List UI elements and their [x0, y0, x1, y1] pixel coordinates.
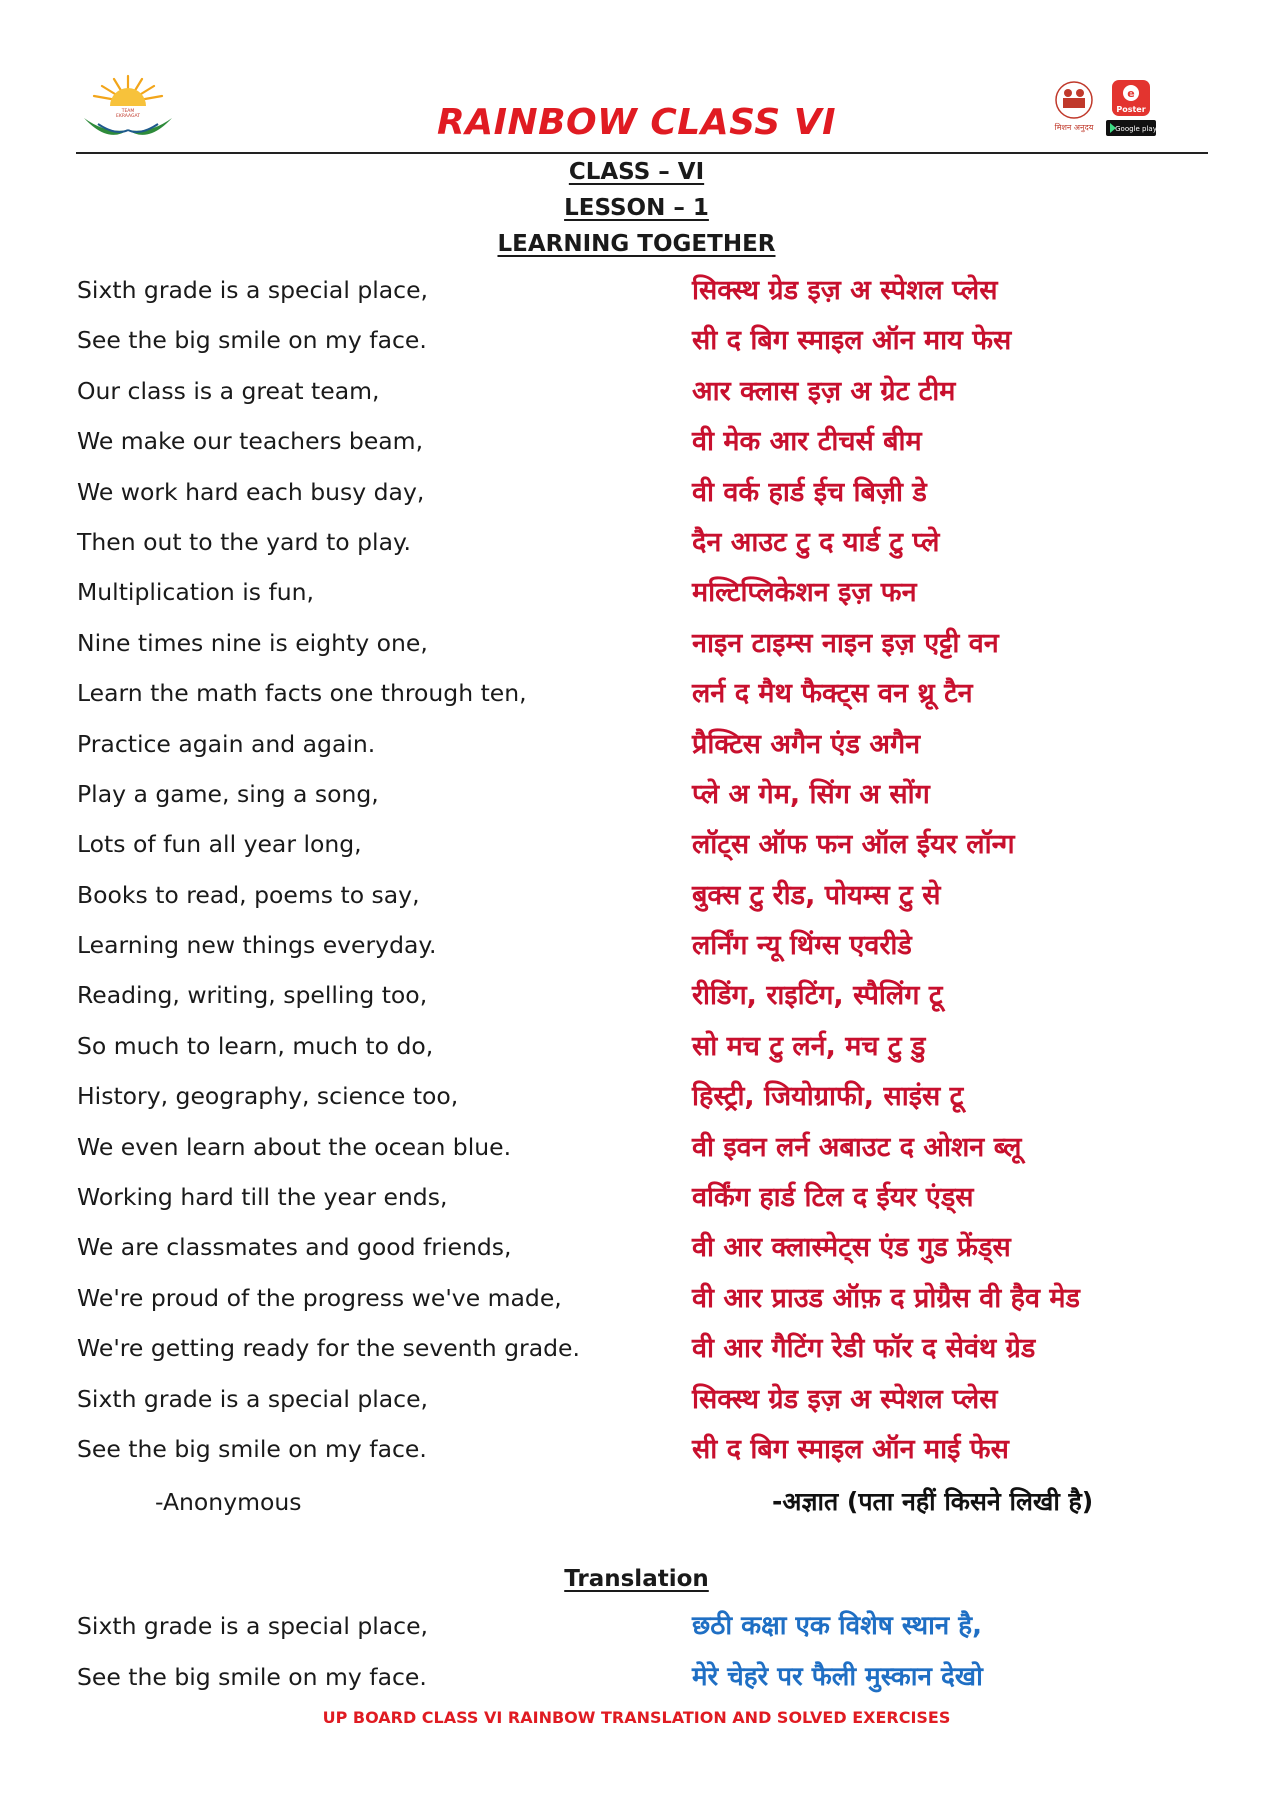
poem-line: [0, 472, 1273, 522]
english-line: Sixth grade is a special place,: [77, 276, 429, 304]
english-line: Working hard till the year ends,: [77, 1183, 448, 1212]
english-line: We're proud of the progress we've made,: [77, 1283, 562, 1312]
page-title: RAINBOW CLASS VI: [437, 102, 836, 143]
poem-line: [0, 522, 1273, 572]
logo-poster-text: Poster: [1116, 105, 1146, 114]
english-line: We even learn about the ocean blue.: [77, 1132, 512, 1161]
hindi-transliteration: वी आर क्लास्मेट्स एंड गुड फ्रेंड्स: [692, 1232, 1011, 1264]
hindi-transliteration: दैन आउट टु द यार्ड टु प्ले: [692, 526, 940, 558]
hindi-transliteration: सी द बिग स्माइल ऑन माय फेस: [692, 325, 1012, 357]
english-line: History, geography, science too,: [77, 1082, 459, 1111]
logo-caption: मिशन अनुदय: [1054, 123, 1094, 132]
english-line: Practice again and again.: [77, 729, 376, 758]
poem-line: [0, 1127, 1273, 1177]
hindi-transliteration: बुक्स टु रीड, पोयम्स टु से: [692, 879, 941, 911]
english-line: Sixth grade is a special place,: [77, 1612, 429, 1640]
poem-line: [0, 1429, 1273, 1479]
poem-line: [0, 975, 1273, 1025]
english-line: See the big smile on my face.: [77, 1663, 427, 1691]
class-heading: CLASS – VI: [568, 159, 705, 185]
poem-line: [0, 623, 1273, 673]
english-line: We make our teachers beam,: [77, 427, 424, 456]
hindi-transliteration: लॉट्स ऑफ फन ऑल ईयर लॉन्ग: [692, 829, 1015, 861]
poem-line: [0, 724, 1273, 774]
hindi-transliteration: सिक्स्थ ग्रेड इज़ अ स्पेशल प्लेस: [692, 275, 998, 306]
hindi-transliteration: वी इवन लर्न अबाउट द ओशन ब्लू: [692, 1131, 1022, 1163]
english-line: Nine times nine is eighty one,: [77, 628, 428, 657]
poem-line: [0, 1227, 1273, 1277]
hindi-transliteration: वी मेक आर टीचर्स बीम: [692, 426, 922, 458]
poem-line: [0, 1278, 1273, 1328]
hindi-transliteration: सिक्स्थ ग्रेड इज़ अ स्पेशल प्लेस: [692, 1383, 998, 1415]
english-line: We're getting ready for the seventh grade.: [77, 1334, 580, 1363]
poem-body: [0, 270, 1273, 1479]
poem-line: [0, 421, 1273, 471]
poem-line: [0, 673, 1273, 723]
store-badge-text: Google play: [1115, 125, 1157, 133]
hindi-transliteration: प्रैक्टिस अगैन एंड अगैन: [692, 728, 921, 760]
english-line: Play a game, sing a song,: [77, 779, 379, 808]
poem-line: [0, 320, 1273, 370]
hindi-transliteration: प्ले अ गेम, सिंग अ सोंग: [692, 778, 930, 810]
hindi-transliteration: मल्टिप्लिकेशन इज़ फन: [692, 577, 917, 609]
hindi-translation: मेरे चेहरे पर फैली मुस्कान देखो: [692, 1662, 983, 1692]
english-line: See the big smile on my face.: [77, 326, 427, 355]
english-line: Reading, writing, spelling too,: [77, 981, 428, 1010]
poem-line: [0, 1177, 1273, 1227]
svg-text:EKRAAGAT: EKRAAGAT: [116, 114, 140, 119]
english-line: Learn the math facts one through ten,: [77, 679, 527, 708]
lesson-heading: LESSON – 1: [564, 195, 709, 221]
hindi-transliteration: लर्निंग न्यू थिंग्स एवरीडे: [692, 930, 912, 962]
poem-line: [0, 1026, 1273, 1076]
hindi-transliteration: सी द बिग स्माइल ऑन माई फेस: [692, 1433, 1009, 1465]
svg-text:TEAM: TEAM: [121, 109, 135, 114]
hindi-transliteration: नाइन टाइम्स नाइन इज़ एट्टी वन: [692, 627, 999, 659]
svg-text:e: e: [1127, 87, 1135, 100]
poem-line: [0, 875, 1273, 925]
hindi-transliteration: वर्किंग हार्ड टिल द ईयर एंड्स: [692, 1182, 974, 1214]
poem-line: [0, 1379, 1273, 1429]
english-line: Multiplication is fun,: [77, 578, 314, 607]
poem-line: [0, 774, 1273, 824]
hindi-transliteration: सो मच टु लर्न, मच टु डु: [692, 1030, 926, 1062]
poem-line: [0, 270, 1273, 320]
english-line: Then out to the yard to play.: [77, 527, 412, 556]
poem-line: [0, 572, 1273, 622]
english-line: Our class is a great team,: [77, 376, 380, 405]
poem-line: [0, 1076, 1273, 1126]
poem-line: [0, 925, 1273, 975]
english-line: Sixth grade is a special place,: [77, 1384, 429, 1413]
page-footer: UP BOARD CLASS VI RAINBOW TRANSLATION AND SOLVED EXERCISES: [322, 1708, 951, 1727]
poem-line: [0, 1328, 1273, 1378]
hindi-transliteration: आर क्लास इज़ अ ग्रेट टीम: [692, 375, 956, 407]
poem-line: [0, 824, 1273, 874]
english-line: Books to read, poems to say,: [77, 880, 420, 909]
author-english: -Anonymous: [155, 1488, 302, 1516]
hindi-transliteration: वी वर्क हार्ड ईच बिज़ी डे: [692, 476, 927, 508]
author-hindi: -अज्ञात (पता नहीं किसने लिखी है): [772, 1487, 1094, 1516]
hindi-transliteration: वी आर गैटिंग रेडी फॉर द सेवंथ ग्रेड: [692, 1333, 1036, 1365]
lesson-title: LEARNING TOGETHER: [497, 231, 776, 257]
english-line: So much to learn, much to do,: [77, 1031, 434, 1060]
hindi-transliteration: लर्न द मैथ फैक्ट्स वन थ्रू टैन: [692, 678, 973, 710]
hindi-transliteration: रीडिंग, राइटिंग, स्पैलिंग टू: [692, 980, 943, 1012]
hindi-transliteration: हिस्ट्री, जियोग्राफी, साइंस टू: [692, 1081, 964, 1113]
english-line: Lots of fun all year long,: [77, 830, 362, 859]
translation-heading: Translation: [564, 1566, 709, 1592]
english-line: We work hard each busy day,: [77, 477, 425, 506]
header-divider: [76, 152, 1208, 154]
english-line: See the big smile on my face.: [77, 1434, 427, 1463]
english-line: Learning new things everyday.: [77, 931, 437, 960]
poem-line: [0, 371, 1273, 421]
english-line: We are classmates and good friends,: [77, 1233, 512, 1262]
hindi-translation: छठी कक्षा एक विशेष स्थान है,: [692, 1611, 982, 1641]
hindi-transliteration: वी आर प्राउड ऑफ़ द प्रोग्रैस वी हैव मेड: [692, 1282, 1080, 1314]
